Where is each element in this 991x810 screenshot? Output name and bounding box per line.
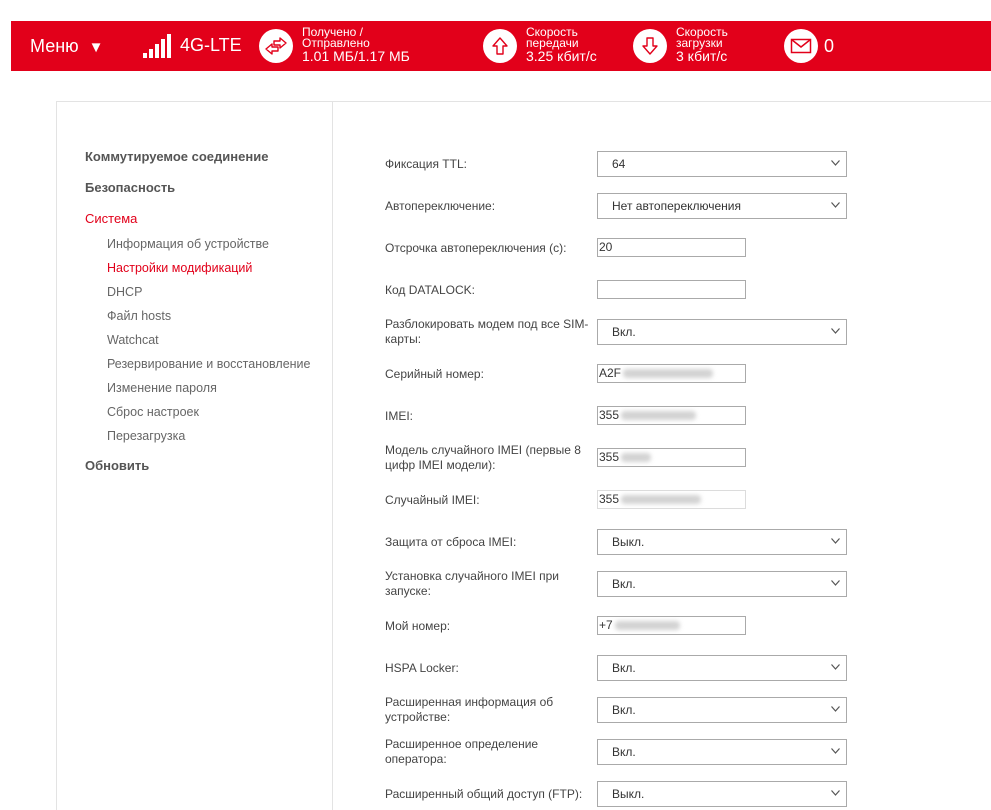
imei-reset-protect-label: Защита от сброса IMEI: (385, 535, 517, 549)
sidebar-item-dialup[interactable]: Коммутируемое соединение (85, 149, 269, 164)
unlock-sim-select[interactable] (597, 319, 847, 345)
autoswitch-delay-input[interactable] (597, 238, 746, 257)
upload-speed-stat (526, 27, 597, 63)
chevron-down-icon (831, 748, 840, 754)
chevron-down-icon (831, 328, 840, 334)
serial-label: Серийный номер: (385, 367, 484, 381)
ttl-label: Фиксация TTL: (385, 157, 467, 171)
menu-button[interactable] (30, 33, 104, 59)
sidebar-subitem-reboot[interactable]: Перезагрузка (107, 429, 186, 443)
random-imei-model-input[interactable] (597, 448, 746, 467)
chevron-down-icon (831, 790, 840, 796)
imei-label: IMEI: (385, 409, 414, 423)
sidebar-subitem-reset[interactable]: Сброс настроек (107, 405, 199, 419)
sidebar-item-system[interactable]: Система (85, 211, 138, 226)
datalock-label: Код DATALOCK: (385, 283, 475, 297)
autoswitch-delay-value: 20 (599, 240, 613, 254)
autoswitch-label: Автопереключение: (385, 199, 496, 213)
redacted-blur (623, 369, 713, 378)
sidebar-subitem-password[interactable]: Изменение пароля (107, 381, 217, 395)
ttl-value: 64 (612, 157, 626, 171)
traffic-label-2: Отправлено (302, 35, 370, 50)
redacted-blur (621, 411, 696, 420)
download-value: 3 кбит/с (676, 48, 728, 64)
serial-input[interactable] (597, 364, 746, 383)
top-status-bar (11, 21, 991, 71)
random-imei-model-value: 355 (599, 450, 620, 464)
chevron-down-icon (831, 202, 840, 208)
menu-label: Меню (30, 36, 79, 56)
sidebar (56, 101, 333, 810)
autoswitch-value: Нет автопереключения (612, 199, 741, 213)
chevron-down-icon (831, 538, 840, 544)
random-imei-on-start-select[interactable] (597, 571, 847, 597)
unlock-sim-value: Вкл. (612, 325, 636, 339)
sidebar-subitem-watchcat[interactable]: Watchcat (107, 333, 159, 347)
chevron-down-icon (831, 580, 840, 586)
my-number-value: +7 (599, 618, 613, 632)
chevron-down-icon (831, 160, 840, 166)
random-imei-input (597, 490, 746, 509)
random-imei-model-label: Модель случайного IMEI (первые 8 цифр IMEI модели): (385, 443, 581, 472)
arrow-down-icon (633, 29, 667, 63)
random-imei-on-start-label: Установка случайного IMEI при запуске: (385, 569, 559, 598)
hspa-locker-select[interactable] (597, 655, 847, 681)
redacted-blur (615, 621, 680, 630)
autoswitch-select[interactable] (597, 193, 847, 219)
ext-device-info-label: Расширенная информация об устройстве: (385, 695, 554, 724)
mod-settings-form (333, 101, 991, 810)
messages-count[interactable]: 0 (824, 36, 835, 56)
ext-operator-value: Вкл. (612, 745, 636, 759)
sidebar-item-security[interactable]: Безопасность (85, 180, 176, 195)
chevron-down-icon (831, 664, 840, 670)
download-label-1: Скорость (676, 25, 728, 39)
traffic-label-1: Получено / (302, 25, 363, 39)
random-imei-value: 355 (599, 492, 620, 506)
imei-input[interactable] (597, 406, 746, 425)
ext-operator-label: Расширенное определение оператора: (385, 737, 539, 766)
traffic-value: 1.01 МБ/1.17 МБ (302, 48, 410, 64)
hspa-locker-value: Вкл. (612, 661, 636, 675)
upload-value: 3.25 кбит/с (526, 48, 597, 64)
ttl-select[interactable] (597, 151, 847, 177)
sidebar-subitem-device-info[interactable]: Информация об устройстве (107, 237, 269, 251)
sidebar-subitem-backup[interactable]: Резервирование и восстановление (107, 357, 311, 371)
random-imei-on-start-value: Вкл. (612, 577, 636, 591)
upload-label-2: передачи (526, 35, 579, 50)
imei-value: 355 (599, 408, 620, 422)
download-label-2: загрузки (676, 35, 723, 50)
sidebar-item-update[interactable]: Обновить (85, 458, 150, 473)
redacted-blur (621, 453, 651, 462)
imei-reset-protect-value: Выкл. (612, 535, 645, 549)
serial-value: A2F (599, 366, 622, 380)
ext-ftp-label: Расширенный общий доступ (FTP): (385, 787, 583, 801)
chevron-down-icon (831, 706, 840, 712)
envelope-icon[interactable] (784, 29, 818, 63)
ext-ftp-select[interactable] (597, 781, 847, 807)
arrow-up-icon (483, 29, 517, 63)
download-speed-stat (676, 27, 728, 63)
imei-reset-protect-select[interactable] (597, 529, 847, 555)
ext-device-info-select[interactable] (597, 697, 847, 723)
hspa-locker-label: HSPA Locker: (385, 661, 459, 675)
ext-device-info-value: Вкл. (612, 703, 636, 717)
upload-label-1: Скорость (526, 25, 578, 39)
autoswitch-delay-label: Отсрочка автопереключения (с): (385, 241, 567, 255)
sidebar-subitem-dhcp[interactable]: DHCP (107, 285, 143, 299)
traffic-stat (302, 27, 410, 63)
random-imei-label: Случайный IMEI: (385, 493, 480, 507)
my-number-input[interactable] (597, 616, 746, 635)
my-number-label: Мой номер: (385, 619, 451, 633)
sidebar-subitem-hosts[interactable]: Файл hosts (107, 309, 172, 323)
exchange-arrows-icon (259, 29, 293, 63)
unlock-sim-label: Разблокировать модем под все SIM-карты: (385, 317, 589, 346)
datalock-input[interactable] (597, 280, 746, 299)
menu-dropdown-icon: ▼ (88, 39, 104, 56)
network-type-label: 4G-LTE (180, 35, 242, 55)
redacted-blur (621, 495, 701, 504)
signal-bars-icon (143, 34, 177, 58)
ext-ftp-value: Выкл. (612, 787, 645, 801)
sidebar-subitem-mod-settings[interactable]: Настройки модификаций (107, 261, 253, 275)
ext-operator-select[interactable] (597, 739, 847, 765)
